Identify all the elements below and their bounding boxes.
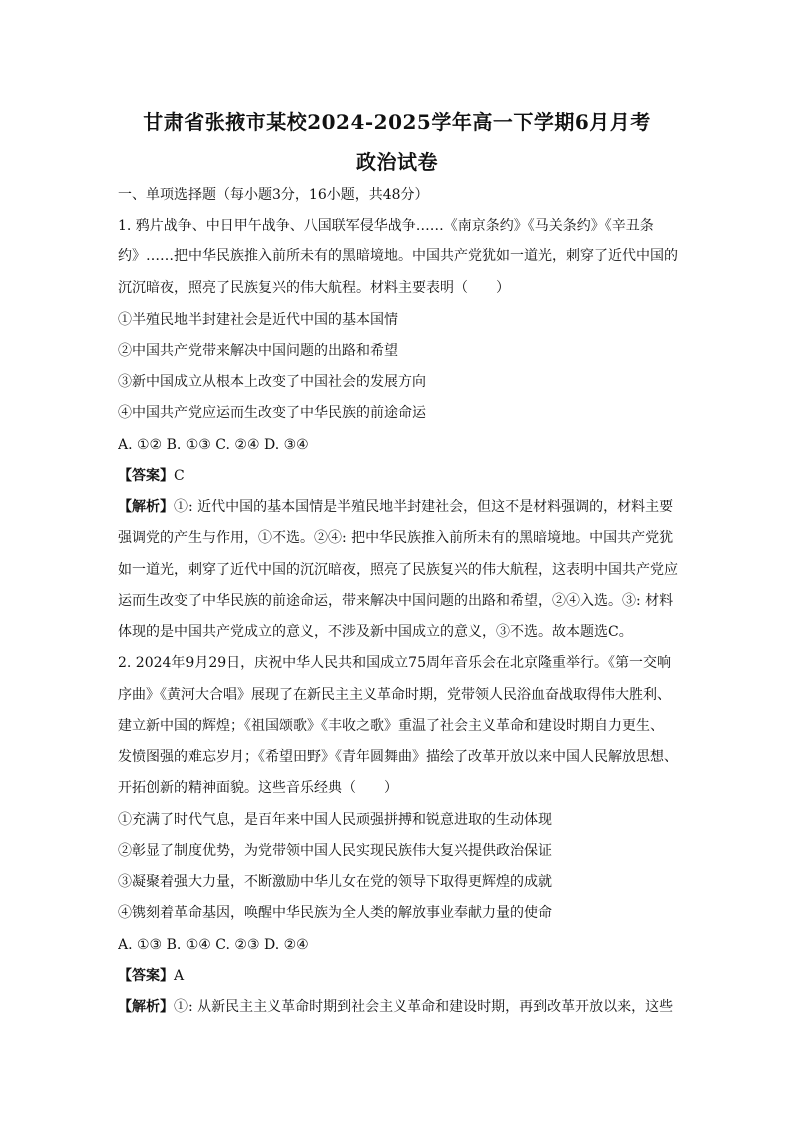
q2-stem-line-3: 建立新中国的辉煌；《祖国颂歌》《丰收之歌》重温了社会主义革命和建设时期自力更生、 (118, 718, 664, 734)
q2-stem-line-1: 2. 2024年9月29日，庆祝中华人民共和国成立75周年音乐会在北京隆重举行。《第一交响 (118, 655, 671, 671)
q2-option-4: ④镌刻着革命基因，唤醒中华民族为全人类的解放事业奉献力量的使命 (118, 905, 552, 921)
analysis-text: ①: 从新民主主义革命时期到社会主义革命和建设时期，再到改革开放以来，这些 (174, 999, 674, 1015)
analysis-text: ①: 近代中国的基本国情是半殖民地半封建社会，但这不是材料强调的，材料主要 (174, 499, 674, 515)
q2-stem-line-2: 序曲》《黄河大合唱》展现了在新民主主义革命时期，党带领人民浴血奋战取得伟大胜利、 (118, 687, 671, 703)
answer-value: C (174, 468, 185, 484)
q1-answer (118, 466, 688, 486)
q1-analysis-line-3: 如一道光，刺穿了近代中国的沉沉暗夜，照亮了民族复兴的伟大航程，这表明中国共产党应 (118, 562, 678, 578)
q1-analysis-line-1 (118, 497, 688, 517)
q1-analysis-line-2: 强调党的产生与作用，①不选。②④: 把中华民族推入前所未有的黑暗境地。中国共产党犹 (118, 530, 674, 546)
q1-option-3: ③新中国成立从根本上改变了中国社会的发展方向 (118, 374, 426, 390)
section-heading: 一、单项选择题（每小题3分，16小题，共48分） (118, 187, 429, 203)
q1-stem-line-1: 1. 鸦片战争、中日甲午战争、八国联军侵华战争……《南京条约》《马关条约》《辛丑条 (118, 218, 654, 234)
exam-subject: 政治试卷 (356, 150, 438, 174)
analysis-label: 【解析】 (118, 999, 174, 1015)
exam-title: 甘肃省张掖市某校2024-2025学年高一下学期6月月考 (143, 110, 651, 134)
q1-analysis-line-5: 体现的是中国共产党成立的意义，不涉及新中国成立的意义，③不选。故本题选C。 (118, 624, 633, 640)
q1-stem-line-2: 约》……把中华民族推入前所未有的黑暗境地。中国共产党犹如一道光，刺穿了近代中国的 (118, 248, 678, 264)
q1-stem-line-3: 沉沉暗夜，照亮了民族复兴的伟大航程。材料主要表明（ ） (118, 280, 510, 296)
q2-answer (118, 966, 688, 986)
q2-stem-line-4: 发愤图强的难忘岁月；《希望田野》《青年圆舞曲》描绘了改革开放以来中国人民解放思想、 (118, 749, 678, 765)
q1-choices: A. ①② B. ①③ C. ②④ D. ③④ (118, 437, 309, 453)
answer-value: A (174, 968, 185, 984)
q2-stem-line-5: 开拓创新的精神面貌。这些音乐经典（ ） (118, 780, 398, 796)
answer-label: 【答案】 (118, 968, 174, 984)
q2-option-1: ①充满了时代气息，是百年来中国人民顽强拼搏和锐意进取的生动体现 (118, 812, 552, 828)
q1-analysis-line-4: 运而生改变了中华民族的前途命运，带来解决中国问题的出路和希望，②④入选。③: 材料 (118, 593, 674, 609)
analysis-label: 【解析】 (118, 499, 174, 515)
q1-option-4: ④中国共产党应运而生改变了中华民族的前途命运 (118, 405, 426, 421)
q2-choices: A. ①③ B. ①④ C. ②③ D. ②④ (118, 937, 309, 953)
answer-label: 【答案】 (118, 468, 174, 484)
q2-option-3: ③凝聚着强大力量，不断激励中华儿女在党的领导下取得更辉煌的成就 (118, 874, 552, 890)
q2-analysis-line-1 (118, 997, 688, 1017)
q1-option-2: ②中国共产党带来解决中国问题的出路和希望 (118, 343, 398, 359)
q1-option-1: ①半殖民地半封建社会是近代中国的基本国情 (118, 312, 398, 328)
q2-option-2: ②彰显了制度优势，为党带领中国人民实现民族伟大复兴提供政治保证 (118, 843, 552, 859)
